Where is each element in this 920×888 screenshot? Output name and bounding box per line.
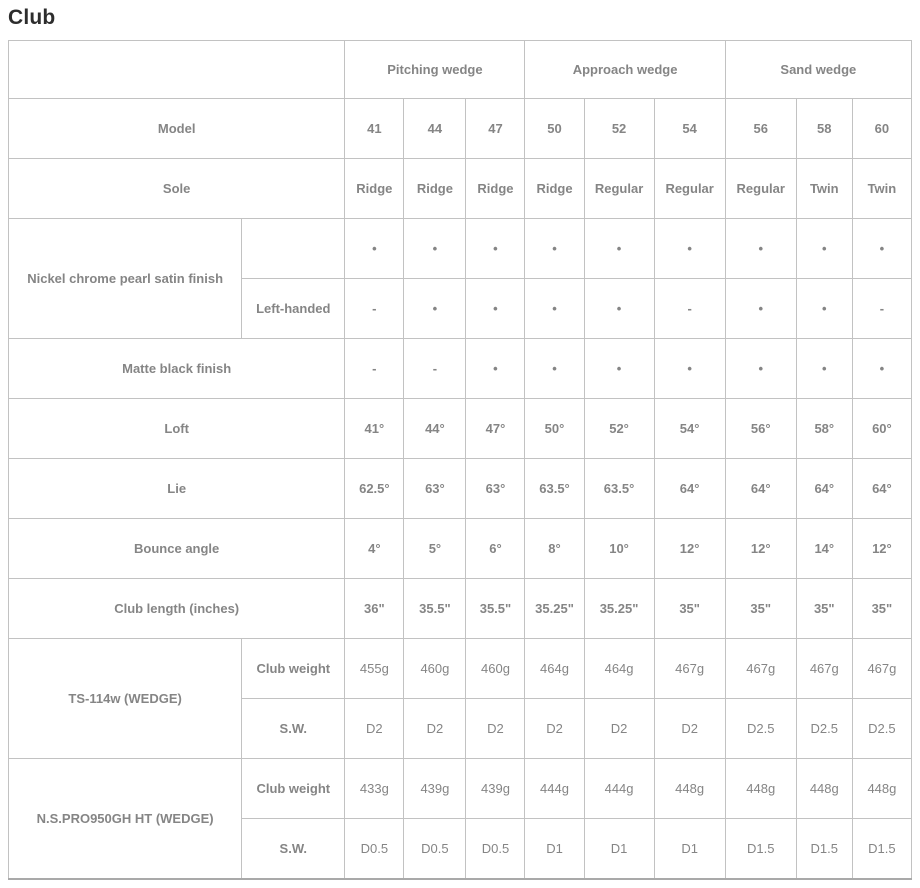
- availability-mark: •: [584, 219, 654, 279]
- row-label-sole: Sole: [9, 159, 345, 219]
- club-weight-value: 433g: [345, 759, 404, 819]
- length-value: 35.25": [525, 579, 584, 639]
- model-value: 58: [796, 99, 852, 159]
- corner-cell: [9, 41, 345, 99]
- sole-value: Ridge: [404, 159, 466, 219]
- length-value: 35": [796, 579, 852, 639]
- bounce-value: 12°: [654, 519, 725, 579]
- model-value: 47: [466, 99, 525, 159]
- availability-mark: •: [584, 279, 654, 339]
- club-spec-table: [8, 40, 912, 880]
- club-weight-value: 439g: [404, 759, 466, 819]
- sole-value: Ridge: [525, 159, 584, 219]
- club-weight-value: 464g: [525, 639, 584, 699]
- swing-weight-value: D2: [584, 699, 654, 759]
- availability-mark: •: [466, 279, 525, 339]
- length-value: 35.25": [584, 579, 654, 639]
- row-label-ts114w-shaft: TS-114w (WEDGE): [9, 639, 242, 759]
- club-weight-value: 439g: [466, 759, 525, 819]
- model-value: 41: [345, 99, 404, 159]
- swing-weight-value: D2: [654, 699, 725, 759]
- club-length-row: [9, 579, 912, 639]
- availability-mark: •: [725, 339, 796, 399]
- swing-weight-value: D0.5: [466, 819, 525, 879]
- length-value: 35": [725, 579, 796, 639]
- lie-row: [9, 459, 912, 519]
- bounce-value: 4°: [345, 519, 404, 579]
- loft-row: [9, 399, 912, 459]
- availability-mark: -: [404, 339, 466, 399]
- length-value: 35.5": [466, 579, 525, 639]
- sole-value: Regular: [725, 159, 796, 219]
- availability-mark: •: [852, 219, 911, 279]
- club-weight-value: 467g: [654, 639, 725, 699]
- swing-weight-value: D1.5: [796, 819, 852, 879]
- swing-weight-value: D2.5: [725, 699, 796, 759]
- lie-value: 64°: [852, 459, 911, 519]
- matte-finish-row: [9, 339, 912, 399]
- row-label-nspro-shaft: N.S.PRO950GH HT (WEDGE): [9, 759, 242, 879]
- lie-value: 63.5°: [525, 459, 584, 519]
- club-weight-value: 448g: [725, 759, 796, 819]
- sole-row: [9, 159, 912, 219]
- swing-weight-sublabel: S.W.: [242, 819, 345, 879]
- bounce-value: 12°: [725, 519, 796, 579]
- loft-value: 41°: [345, 399, 404, 459]
- nickel-finish-right-hand-row: [9, 219, 912, 279]
- club-weight-value: 460g: [404, 639, 466, 699]
- swing-weight-value: D2.5: [796, 699, 852, 759]
- availability-mark: •: [654, 219, 725, 279]
- swing-weight-value: D1: [654, 819, 725, 879]
- club-weight-value: 444g: [584, 759, 654, 819]
- bounce-value: 10°: [584, 519, 654, 579]
- loft-value: 44°: [404, 399, 466, 459]
- club-weight-value: 448g: [654, 759, 725, 819]
- model-value: 50: [525, 99, 584, 159]
- lie-value: 63°: [466, 459, 525, 519]
- sole-value: Regular: [584, 159, 654, 219]
- nspro-club-weight-row: [9, 759, 912, 819]
- wedge-group-header-row: [9, 41, 912, 99]
- bounce-value: 5°: [404, 519, 466, 579]
- left-handed-sublabel: Left-handed: [242, 279, 345, 339]
- lie-value: 62.5°: [345, 459, 404, 519]
- availability-mark: •: [345, 219, 404, 279]
- lie-value: 64°: [654, 459, 725, 519]
- length-value: 35": [654, 579, 725, 639]
- model-value: 60: [852, 99, 911, 159]
- availability-mark: -: [654, 279, 725, 339]
- lie-value: 63.5°: [584, 459, 654, 519]
- length-value: 35.5": [404, 579, 466, 639]
- sole-value: Twin: [852, 159, 911, 219]
- swing-weight-value: D2: [345, 699, 404, 759]
- group-sand-wedge: Sand wedge: [725, 41, 911, 99]
- row-label-loft: Loft: [9, 399, 345, 459]
- row-label-model: Model: [9, 99, 345, 159]
- model-value: 52: [584, 99, 654, 159]
- club-weight-value: 467g: [852, 639, 911, 699]
- lie-value: 64°: [796, 459, 852, 519]
- loft-value: 58°: [796, 399, 852, 459]
- availability-mark: •: [466, 339, 525, 399]
- nickel-right-hand-sublabel: [242, 219, 345, 279]
- lie-value: 63°: [404, 459, 466, 519]
- sole-value: Ridge: [345, 159, 404, 219]
- availability-mark: •: [404, 279, 466, 339]
- model-row: [9, 99, 912, 159]
- loft-value: 54°: [654, 399, 725, 459]
- availability-mark: -: [345, 279, 404, 339]
- club-weight-value: 467g: [796, 639, 852, 699]
- swing-weight-value: D1.5: [852, 819, 911, 879]
- loft-value: 52°: [584, 399, 654, 459]
- row-label-club-length: Club length (inches): [9, 579, 345, 639]
- lie-value: 64°: [725, 459, 796, 519]
- length-value: 35": [852, 579, 911, 639]
- club-weight-value: 455g: [345, 639, 404, 699]
- club-weight-value: 448g: [852, 759, 911, 819]
- club-weight-sublabel: Club weight: [242, 759, 345, 819]
- availability-mark: •: [852, 339, 911, 399]
- swing-weight-value: D1: [584, 819, 654, 879]
- sole-value: Twin: [796, 159, 852, 219]
- swing-weight-value: D2: [404, 699, 466, 759]
- swing-weight-value: D2: [466, 699, 525, 759]
- swing-weight-value: D2.5: [852, 699, 911, 759]
- availability-mark: •: [404, 219, 466, 279]
- availability-mark: •: [654, 339, 725, 399]
- row-label-nickel-finish: Nickel chrome pearl satin finish: [9, 219, 242, 339]
- bounce-value: 8°: [525, 519, 584, 579]
- ts114w-club-weight-row: [9, 639, 912, 699]
- row-label-bounce-angle: Bounce angle: [9, 519, 345, 579]
- availability-mark: •: [796, 219, 852, 279]
- sole-value: Ridge: [466, 159, 525, 219]
- availability-mark: •: [796, 339, 852, 399]
- availability-mark: •: [584, 339, 654, 399]
- availability-mark: -: [345, 339, 404, 399]
- bounce-value: 12°: [852, 519, 911, 579]
- availability-mark: •: [466, 219, 525, 279]
- club-weight-value: 460g: [466, 639, 525, 699]
- availability-mark: •: [725, 219, 796, 279]
- row-label-matte-finish: Matte black finish: [9, 339, 345, 399]
- loft-value: 47°: [466, 399, 525, 459]
- model-value: 56: [725, 99, 796, 159]
- sole-value: Regular: [654, 159, 725, 219]
- loft-value: 56°: [725, 399, 796, 459]
- swing-weight-value: D2: [525, 699, 584, 759]
- group-approach-wedge: Approach wedge: [525, 41, 725, 99]
- club-weight-sublabel: Club weight: [242, 639, 345, 699]
- row-label-lie: Lie: [9, 459, 345, 519]
- loft-value: 50°: [525, 399, 584, 459]
- swing-weight-value: D0.5: [404, 819, 466, 879]
- group-pitching-wedge: Pitching wedge: [345, 41, 525, 99]
- bounce-value: 6°: [466, 519, 525, 579]
- swing-weight-value: D0.5: [345, 819, 404, 879]
- club-weight-value: 464g: [584, 639, 654, 699]
- availability-mark: •: [525, 219, 584, 279]
- bounce-angle-row: [9, 519, 912, 579]
- model-value: 44: [404, 99, 466, 159]
- swing-weight-sublabel: S.W.: [242, 699, 345, 759]
- availability-mark: •: [525, 339, 584, 399]
- availability-mark: •: [796, 279, 852, 339]
- loft-value: 60°: [852, 399, 911, 459]
- club-weight-value: 444g: [525, 759, 584, 819]
- length-value: 36": [345, 579, 404, 639]
- bounce-value: 14°: [796, 519, 852, 579]
- swing-weight-value: D1.5: [725, 819, 796, 879]
- page-title: Club: [8, 6, 56, 29]
- availability-mark: •: [725, 279, 796, 339]
- availability-mark: •: [525, 279, 584, 339]
- swing-weight-value: D1: [525, 819, 584, 879]
- model-value: 54: [654, 99, 725, 159]
- availability-mark: -: [852, 279, 911, 339]
- club-weight-value: 448g: [796, 759, 852, 819]
- club-weight-value: 467g: [725, 639, 796, 699]
